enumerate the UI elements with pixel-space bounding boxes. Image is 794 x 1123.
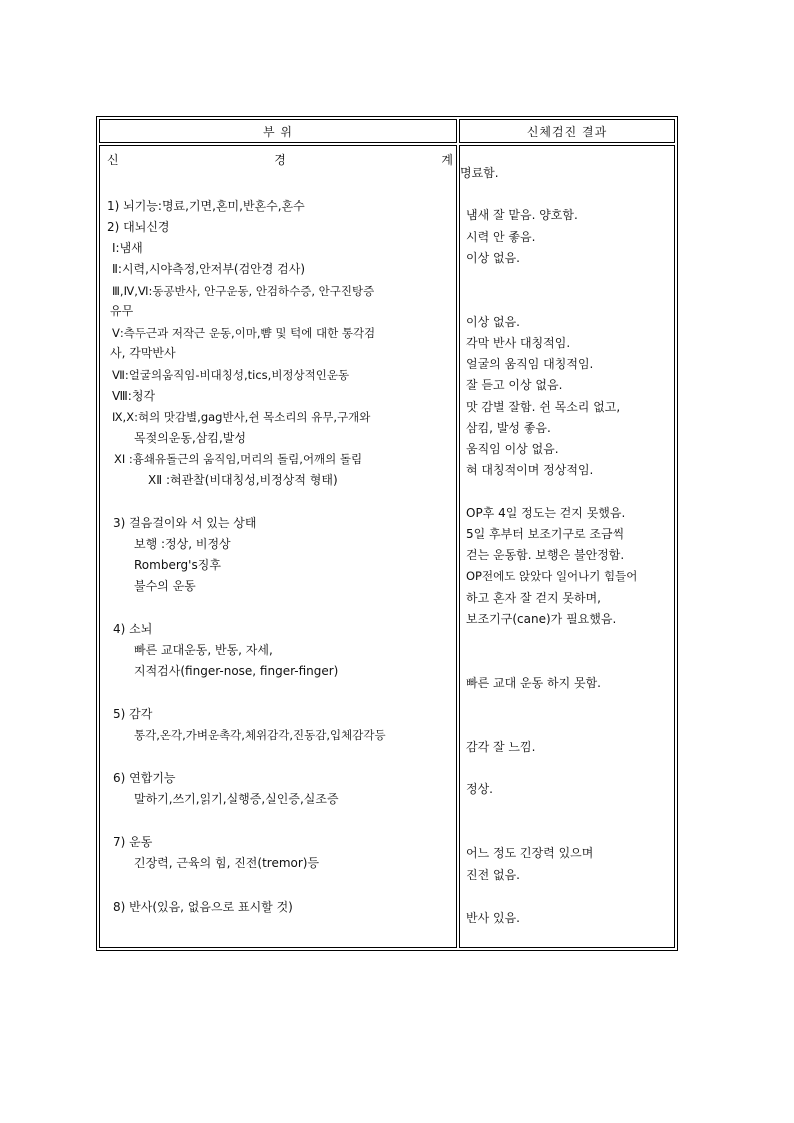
result-line: 잘 듣고 이상 없음. xyxy=(466,378,563,392)
item-cranial-nerves: 2) 대뇌신경 xyxy=(107,220,170,234)
result-line: 각막 반사 대칭적임. xyxy=(466,336,571,350)
result-line: 진전 없음. xyxy=(466,868,520,882)
result-line: OP후 4일 정도는 걷지 못했음. xyxy=(466,506,626,520)
item-motor: 7) 운동 xyxy=(113,835,153,849)
item-gait-walking: 보행 :정상, 비정상 xyxy=(134,537,231,551)
item-association: 6) 연합기능 xyxy=(113,771,176,785)
item-reflex: 8) 반사(있음, 없음으로 표시할 것) xyxy=(113,900,293,914)
item-cerebellum-rapid: 빠른 교대운동, 반동, 자세, xyxy=(134,643,273,657)
item-cerebellum-test: 지적검사(finger-nose, finger-finger) xyxy=(134,664,339,678)
result-line: 5일 후부터 보조기구로 조금씩 xyxy=(466,527,625,541)
result-line: 이상 없음. xyxy=(466,315,520,329)
result-line: 삼킴, 발성 좋음. xyxy=(466,421,551,435)
result-line: 명료함. xyxy=(460,166,499,180)
result-line: 정상. xyxy=(466,782,493,796)
item-cn3-4-6: Ⅲ,Ⅳ,Ⅵ:동공반사, 안구운동, 안검하수증, 안구진탕증 xyxy=(112,284,375,298)
item-cn9-10: Ⅸ,Ⅹ:혀의 맛감별,gag반사,쉰 목소리의 유무,구개와 xyxy=(112,410,371,424)
result-line: OP전에도 앉았다 일어나기 힘들어 xyxy=(466,569,638,583)
item-cn1: Ⅰ:냄새 xyxy=(112,241,143,255)
header-body-part-label: 부 위 xyxy=(263,124,293,139)
section-title-nervous-system xyxy=(107,152,453,168)
item-cn8: Ⅷ:청각 xyxy=(112,389,156,403)
result-line: 이상 없음. xyxy=(466,251,520,265)
result-line: 맛 감별 잘함. 쉰 목소리 없고, xyxy=(466,400,621,414)
item-gait: 3) 걸음걸이와 서 있는 상태 xyxy=(113,516,257,530)
body-part-column xyxy=(99,145,457,948)
result-line: 냄새 잘 맡음. 양호함. xyxy=(466,208,578,222)
item-cn12: ⅩⅡ :혀관찰(비대칭성,비정상적 형태) xyxy=(148,473,338,487)
item-gait-romberg: Romberg's징후 xyxy=(134,558,221,572)
item-cn11: ⅩⅠ :흉쇄유돌근의 움직임,머리의 돌림,어깨의 돌림 xyxy=(114,452,363,466)
item-cn2: Ⅱ:시력,시야측정,안저부(검안경 검사) xyxy=(112,262,306,276)
item-sensation: 5) 감각 xyxy=(113,707,153,721)
item-association-types: 말하기,쓰기,읽기,실행증,실인증,실조증 xyxy=(134,792,339,806)
result-line: 혀 대칭적이며 정상적임. xyxy=(466,463,594,477)
result-line: 반사 있음. xyxy=(466,911,520,925)
result-line: 시력 안 좋음. xyxy=(466,230,536,244)
result-line: 얼굴의 움직임 대칭적임. xyxy=(466,357,594,371)
item-cn5-cont: 사, 각막반사 xyxy=(110,346,176,360)
header-exam-result xyxy=(459,119,675,143)
item-gait-involuntary: 불수의 운동 xyxy=(134,579,196,593)
result-line: 움직임 이상 없음. xyxy=(466,442,559,456)
item-cn3-4-6-cont: 유무 xyxy=(110,304,134,318)
section-title-char: 경 xyxy=(274,153,286,167)
item-motor-types: 긴장력, 근육의 힘, 진전(tremor)등 xyxy=(134,856,320,870)
item-brain-function: 1) 뇌기능:명료,기면,혼미,반혼수,혼수 xyxy=(107,199,305,213)
result-line: 감각 잘 느낌. xyxy=(466,740,536,754)
exam-table xyxy=(96,116,678,951)
item-cn5: Ⅴ:측두근과 저작근 운동,이마,뺨 및 턱에 대한 통각검 xyxy=(112,326,376,340)
header-exam-result-label: 신체검진 결과 xyxy=(526,124,608,139)
exam-result-column xyxy=(459,145,675,948)
item-cn7: Ⅶ:얼굴의움직임-비대칭성,tics,비정상적인운동 xyxy=(112,368,350,382)
item-sensation-types: 통각,온각,가벼운촉각,체위감각,진동감,입체감각등 xyxy=(134,728,386,742)
result-line: 빠른 교대 운동 하지 못함. xyxy=(466,676,601,690)
item-cerebellum: 4) 소뇌 xyxy=(113,622,153,636)
section-title-char: 신 xyxy=(107,153,119,167)
item-cn9-10-cont: 목젖의운동,삼킴,발성 xyxy=(134,431,246,445)
header-body-part xyxy=(99,119,457,143)
result-line: 걷는 운동함. 보행은 불안정함. xyxy=(466,548,625,562)
result-line: 하고 혼자 잘 걷지 못하며, xyxy=(466,591,601,605)
result-line: 보조기구(cane)가 필요했음. xyxy=(466,612,617,626)
result-line: 어느 정도 긴장력 있으며 xyxy=(466,846,594,860)
section-title-char: 계 xyxy=(441,153,453,167)
